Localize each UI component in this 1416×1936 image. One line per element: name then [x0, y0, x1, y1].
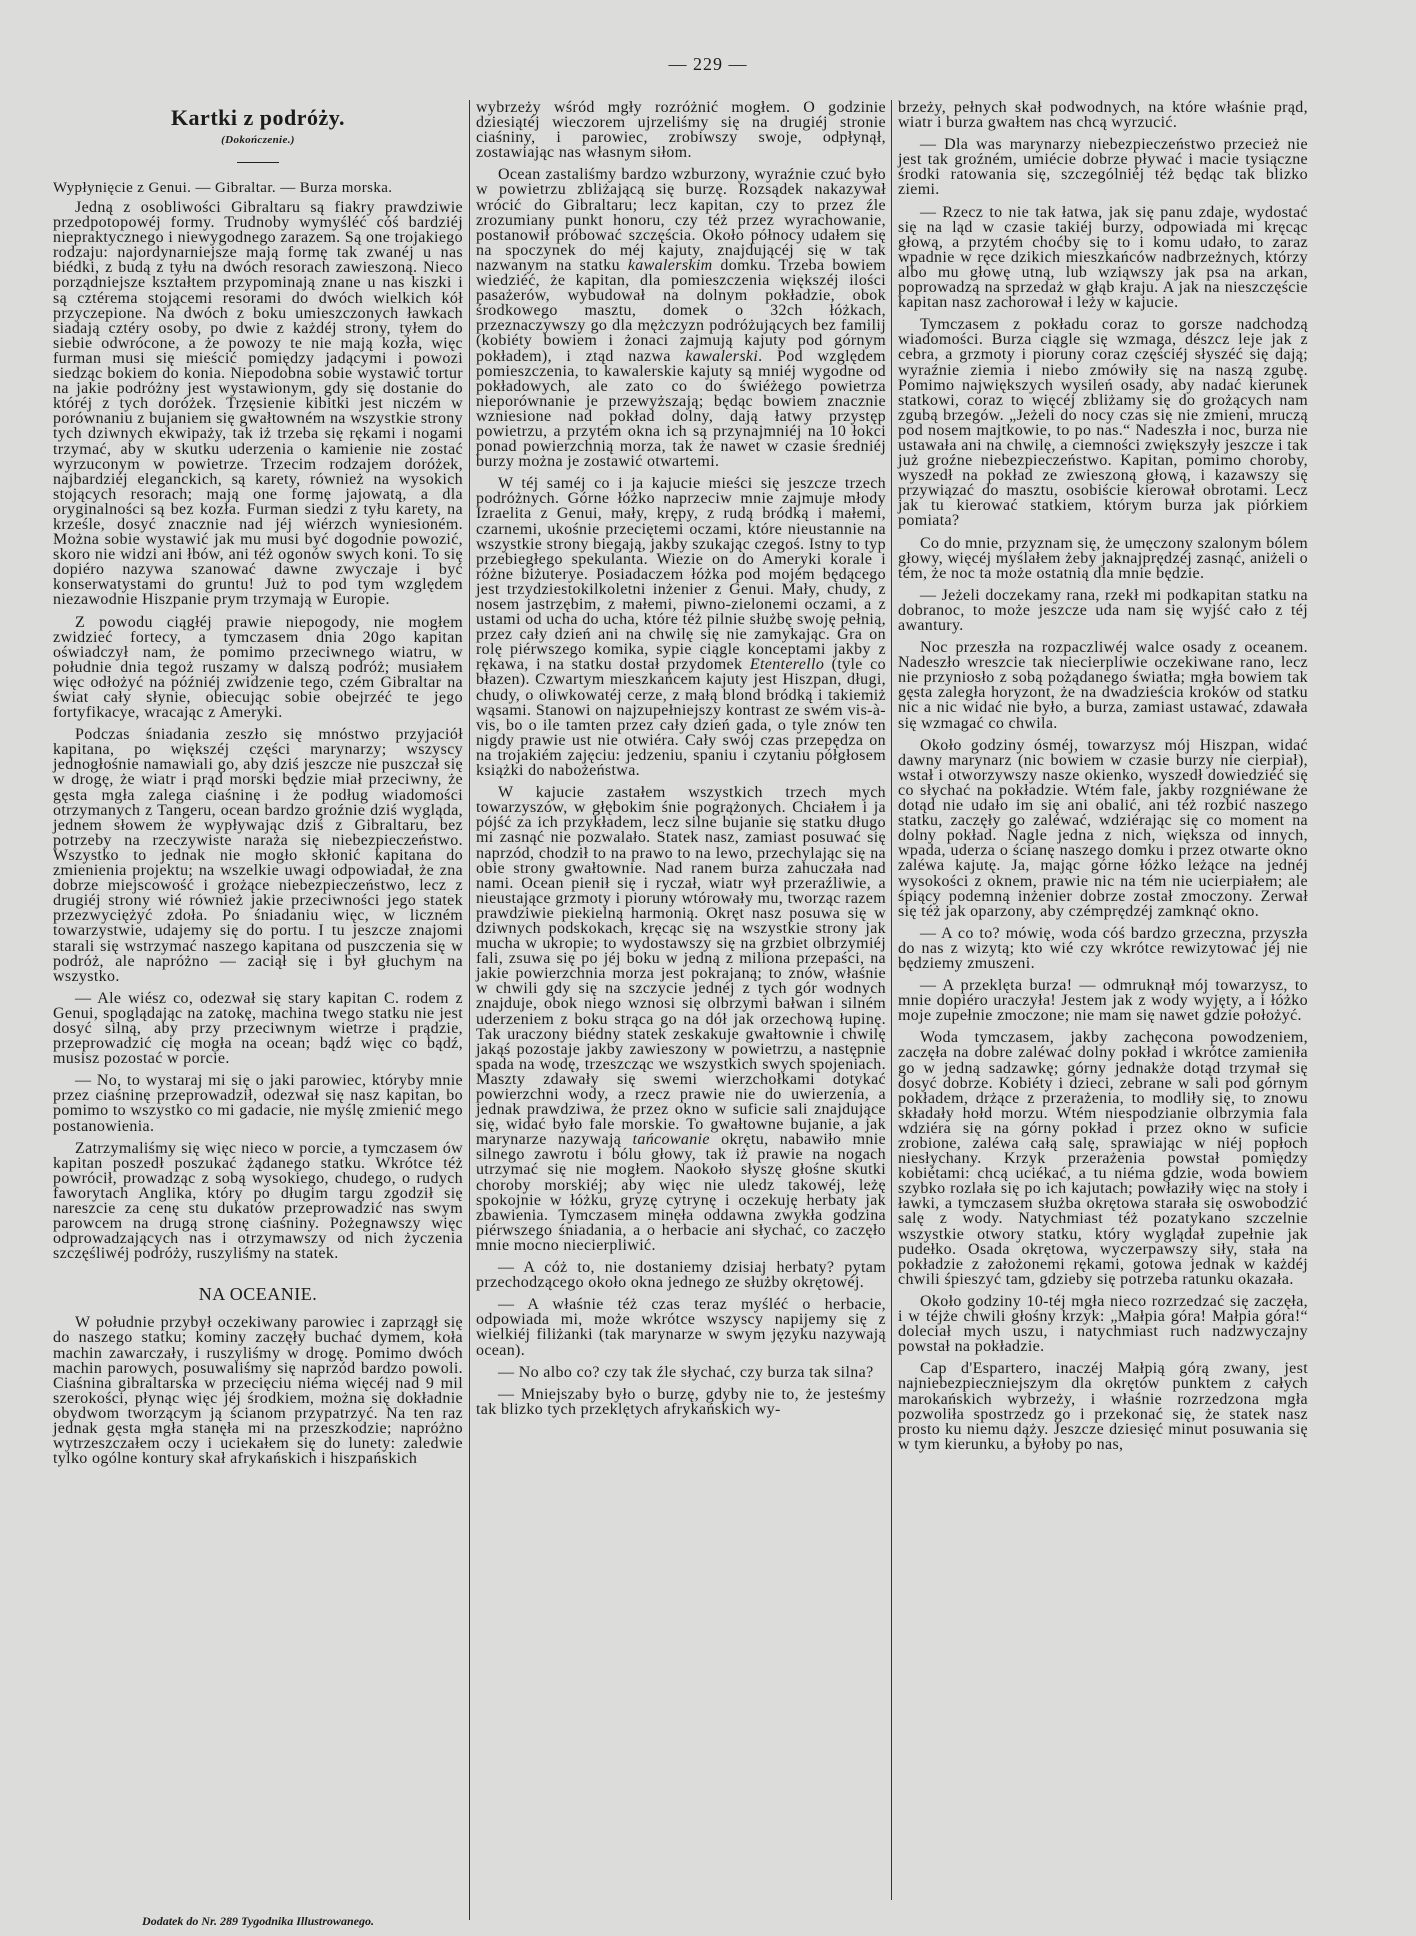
article-title: Kartki z podróży. [170, 105, 346, 130]
paragraph: Noc przeszła na rozpaczliwéj walce osady z oceanem. Nadeszło wreszcie tak niecierpliwie oczekiwane rano, lecz nie przyniosło z sobą pożądanego światła; mgła bowiem tak gęsta zaległa horyzont, że na dwadzieścia kroków od statku nic a nic widać nie było, a burza, zamiast ustawać, zdawała się wzmagać co chwila. [898, 639, 1308, 732]
column-3 [898, 100, 1308, 1459]
paragraph [476, 785, 886, 1253]
paragraph: — No albo co? czy tak źle słychać, czy burza tak silna? [498, 1363, 874, 1381]
paragraph: — A przeklęta burza! — odmruknął mój towarzysz, to mnie dopiéro uraczyła! Jestem jak z wody wyjęty, a i łóżko moje zupełnie zmoczone; nie mam się nawet gdzie położyć. [898, 977, 1308, 1025]
paragraph: — Ale wiész co, odezwał się stary kapitan C. rodem z Genui, spoglądając na zatokę, machina twego statku nie jest dosyć silną, aby przy przeciwnym wietrze i prądzie, przeprowadzić cię mogła na ocean; bądź więc co bądź, musisz pozostać w porcie. [53, 989, 463, 1068]
section-summary: Wypłynięcie z Genui. — Gibraltar. — Burza morska. [53, 180, 393, 196]
paragraph: Z powodu ciągłéj prawie niepogody, nie mogłem zwidzieć fortecy, a tymczasem dnia 20go kapitan oświadczył nam, że pomimo przeciwnego wiatru, w południe dnia tegoż ruszamy w dalszą podróż; musiałem więc odłożyć na późniéj zwidzenie tego, czém Gibraltar na świat cały słynie, obiecując sobie obejrzéć te jego fortyfikacye, wracając z Ameryki. [53, 613, 463, 722]
text-run: W téj saméj co i ja kajucie mieści się jeszcze trzech podróżnych. Górne łóżko naprzeciw mnie zajmuje młody Izraelita z Genui, mały, krępy, z rudą bródką i małemi, czarnemi, ukośnie przeciętemi oczami, które nieustannie na wszystkie strony biegają, jakby szukając czegoś. Istny to typ przebiegłego spekulanta. Wiezie on do Ameryki korale i różne biżuterye. Posiadaczem łóżka pod mojém będącego jest trzydziestokilkoletni inżenier z Genui. Mały, chudy, z nosem jastrzębim, z małemi, piwno-zielonemi oczami, a z ustami od ucha do ucha, które téż pilnie służbę swoję pełnią, przez cały dzień ani na chwilę się nie zamykając. Gra on rolę piérwszego komika, sypie ciągle konceptami jakby z rękawa, i na statku dostał przydomek [476, 475, 886, 674]
paragraph: — Dla was marynarzy niebezpieczeństwo przecież nie jest tak groźném, umiécie dobrze pływać i macie tysiączne środki ratowania się, szczególniéj téż będąc tak blizko ziemi. [898, 136, 1308, 199]
paragraph: — Rzecz to nie tak łatwa, jak się panu zdaje, wydostać się na ląd w czasie takiéj burzy, odpowiada mi kręcąc głową, a przytém choćby się to i komu udało, to zaraz wpadnie w ręce dzikich mieszkańców nadbrzeżnych, którzy albo mu głowę utną, lub wziąwszy jak psa na arkan, poprowadzą na sprzedaż w głąb kraju. A jak na nieszczęście kapitan nasz zachorował i leży w kajucie. [898, 203, 1308, 312]
paragraph: Około godziny 10-téj mgła nieco rozrzedzać się zaczęła, i w téjże chwili głośny krzyk: „Małpia góra! Małpia góra!“ doleciał mych uszu, i natychmiast ruch nadzwyczajny powstał na pokładzie. [898, 1292, 1308, 1356]
paragraph: Podczas śniadania zeszło się mnóstwo przyjaciół kapitana, po większéj części marynarzy; wszyscy jednogłośnie namawiali go, aby dziś jeszcze nie puszczał się w drogę, że wiatr i prąd morski będzie miał przeciwny, że gęsta mgła zalega ciaśninę i że podług wiadomości otrzymanych z Tangeru, ocean bardzo groźnie dziś wygląda, jednem słowem że wypływając dziś z Gibraltaru, bez potrzeby na rzeczywiste naraża się niebezpieczeństwo. Wszystko to jednak nie mogło skłonić kapitana do zmienienia projektu; na wszelkie uwagi odpowiadał, że zna dobrze miejscowość i grożące niebezpieczeństwo, lecz z drugiéj strony wié również jakie przeciwności jego statek przezwyciężyć zdoła. Po śniadaniu więc, w liczném towarzystwie, udajemy się do portu. I tu jeszcze znajomi starali się wstrzymać naszego kapitana od puszczenia się w podróż, ale napróżno — zaciął się i był głuchym na wszystko. [53, 726, 463, 985]
page-number: — 229 — [668, 54, 748, 74]
column-2 [476, 100, 886, 1424]
footer-note: Dodatek do Nr. 289 Tygodnika Illustrowanego. [142, 1914, 374, 1928]
paragraph: — Jeżeli doczekamy rana, rzekł mi podkapitan statku na dobranoc, to może jeszcze uda nam się wyjść cało z téj awantury. [898, 586, 1308, 634]
paragraph: Jedną z osobliwości Gibraltaru są fiakry prawdziwie przedpotopowéj formy. Trudnoby wymyśléć cóś bardziéj niepraktycznego i niewygodnego zarazem. Są one trojakiego rodzaju: najordynarniejsze mają formę tak zwanéj u nas biédki, z budą z tyłu na dwóch resorach zawieszoną. Nieco porządniejsze kształtem przypominają znane u nas kiszki i są cztérema stojącemi resorami do dwóch wielkich kół przyczepione. Na dwóch z boku umieszczonych ławkach siadają cztéry osoby, po dwie z każdéj strony, tyłem do siebie odwrócone, a że powozy te nie mają kozła, więc furman musi się mieścić pomiędzy jadącymi i powozi siedząc bokiem do konia. Niepodobna sobie wystawić tortur na jakie podróżny jest wystawionym, gdy się dostanie do któréj z tych doróżek. Trzęsienie kibitki jest niczém w porównaniu z bujaniem się gwałtowném na wszystkie strony tych dziwnych ekwipaży, tak iż trzeba się rękami i nogami trzymać, aby w skutku uderzenia o kamienie nie zostać wyrzuconym w powietrze. Trzecim rodzajem doróżek, najbardziéj eleganckich, są karety, również na wysokich stojących resorach; mają one formę jajowatą, a dla oryginalności są bez kozła. Furman siedzi z tyłu karety, na krześle, dosyć znacznie nad jéj wiérzch wyniesioném. Można sobie wystawić jak mu musi być dogodnie powozić, skoro nie widzi ani łbów, ani téż ogonów swych koni. To się dopiéro nazywa szanować dawne zwyczaje i być konserwatystami do gruntu! Już to pod tym względem niezawodnie Hiszpanie prym trzymają w Europie. [53, 199, 463, 609]
paragraph: Tymczasem z pokładu coraz to gorsze nadchodzą wiadomości. Burza ciągle się wzmaga, dészcz leje jak z cebra, a grzmoty i pioruny coraz częściéj słyszéć się dają; wyraźnie ziemia i niebo zmówiły się na naszą zgubę. Pomimo największych wysileń osady, aby nadać kierunek statkowi, coraz to więcéj zbliżamy się do grożących nam zgubą brzegów. „Jeżeli do nocy czas się nie zmieni, mruczą pod nosem majtkowie, to po nas.“ Nadeszła i noc, burza nie ustawała ani na chwilę, a ciemności zwiększyły jeszcze i tak już groźne niebezpieczeństwo. Kapitan, pomimo choroby, wyszedł na pokład ze zwieszoną głową, i kazawszy się przywiązać do masztu, osobiście kierował obrotami. Lecz jak tu kierować statkiem, którym burza jak piórkiem pomiata? [898, 316, 1308, 530]
italic-term: kawalerski [685, 347, 759, 365]
paragraph [476, 167, 886, 469]
paragraph: W południe przybył oczekiwany parowiec i zaprzągł się do naszego statku; kominy zaczęły buchać dymem, koła machin zawarczały, i ruszyliśmy w drogę. Pomimo dwóch machin parowych, posuwaliśmy się naprzód bardzo powoli. Ciaśnina gibraltarska w przecięciu niéma więcéj nad 9 mil szerokości, płynąc więc jéj środkiem, można się dokładnie obydwom tworzącym ją ścianom przypatrzyć. Na ten raz jednak gęsta mgła stanęła mi na przeszkodzie; napróżno wytrzeszczałem oczy i uciekałem się do lunety: zaledwie tylko ogólne kontury skał afrykańskich i hiszpańskich [53, 1314, 463, 1468]
column-divider [469, 100, 470, 1920]
paragraph: Woda tymczasem, jakby zachęcona powodzeniem, zaczęła na dobre zaléwać dolny pokład i wkrótce zamieniła go w jedną sadzawkę; górny jednakże dotąd trzymał się dosyć dobrze. Kobiéty i dzieci, zebrane w sali pod górnym pokładem, drżące z przerażenia, to modliły się, to znowu składały hołd morzu. Wtém niespodzianie olbrzymia fala wdziéra się na górny pokład i przez okno w suficie zrobione, zaléwa całą salę, sprawiając w niéj popłoch niesłychany. Krzyk przerażenia powstał pomiędzy kobiétami: chcą uciékać, a tu niéma gdzie, woda bowiem szybko rozlała się po ich kajutach; powłaziły więc na stoły i ławki, a tymczasem służba okrętowa starała się oswobodzić salę z wody. Natychmiast téż pozatykano szczelnie wszystkie otwory statku, który wyglądał zupełnie jak pudełko. Osada okrętowa, wyczerpawszy siły, stała na pokładzie z założonemi rękami, gotowa jednak w każdéj chwili śpieszyć tam, gdzieby się potrzeba ratunku okazała. [898, 1029, 1308, 1288]
paragraph: — A cóż to, nie dostaniemy dzisiaj herbaty? pytam przechodzącego około okna jednego ze służby okrętowéj. [476, 1259, 886, 1292]
paragraph-continued: brzeży, pełnych skał podwodnych, na które właśnie prąd, wiatr i burza gwałtem nas chcą wyrzucić. [898, 99, 1308, 132]
section-heading: NA OCEANIE. [198, 1284, 318, 1305]
text-run: Ocean zastaliśmy bardzo wzburzony, wyraźnie czuć było w powietrzu zbliżającą się burzę. Rozsądek nakazywał wrócić do Gibraltaru; lecz kapitan, czy to przez źle zrozumiany punkt honoru, czy téż przez wyrachowanie, postanowił próbować szczęścia. Około północy udałem się na spoczynek do méj kajuty, znajdującéj się w tak nazwanym na statku [476, 166, 886, 274]
column-1 [53, 104, 463, 1473]
italic-term: kawalerskim [627, 256, 713, 274]
italic-term: Etenterello [749, 656, 825, 674]
paragraph [476, 476, 886, 778]
article-subtitle: (Dokończenie.) [221, 134, 295, 146]
text-run: okrętu, nabawiło mnie silnego zawrotu i bólu głowy, tak iż prawie na nogach utrzymać się nie mogłem. Naokoło słyszę głośne skutki choroby morskiéj; aby więc nie uledz takowéj, leżę spokojnie w łóżku, gryzę cytrynę i oczekuję herbaty jak zbawienia. Tymczasem minęła oddawna zwykła godzina piérwszego śniadania, a o herbacie ani słychać, co zaczęło mnie mocno niecierpliwić. [476, 1131, 886, 1254]
paragraph: — A właśnie téż czas teraz myśléć o herbacie, odpowiada mi, może wkrótce wszyscy napijemy się z wielkiéj filiżanki (tak marynarze w swym języku nazywają ocean). [476, 1296, 886, 1359]
paragraph: — Mniejszaby było o burzę, gdyby nie to, że jesteśmy tak blizko tych przeklętych afrykańskich wy- [476, 1385, 886, 1418]
title-divider [237, 162, 279, 163]
text-run: domku. Trzeba bowiem wiedziéć, że kapitan, dla pomieszczenia większéj ilości pasażerów, wybudował na dolnym pokładzie, obok środkowego masztu, domek o 32ch łóżkach, przeznaczywszy go dla mężczyzn podróżujących bez familij (kobiéty bowiem i żonaci zajmują kajuty pod górnym pokładem), i ztąd nazwa [476, 256, 886, 365]
paragraph-continued: wybrzeży wśród mgły rozróżnić mogłem. O godzinie dziesiątéj wieczorem ujrzeliśmy się na drugiéj stronie ciaśniny, i parowiec, zrobiwszy swoje, odpłynął, zostawiając nas własnym siłom. [476, 99, 886, 162]
paragraph: Co do mnie, przyznam się, że umęczony szalonym bólem głowy, więcéj myślałem żeby jaknajprędzéj zasnąć, aniżeli o tém, że noc ta może ostatnią dla mnie będzie. [898, 534, 1308, 582]
text-run: (tyle co błazen). Czwartym mieszkańcem kajuty jest Hiszpan, długi, chudy, o oliwkowatéj cerze, z małą blond bródką i takiemiż wąsami. Stanowi on najzupełniejszy kontrast ze swém vis-à-vis, bo o ile tamten przez cały dzień gada, o tyle znów ten nigdy prawie ust nie otwiéra. Cały swój czas przepędza on na trojakiém zajęciu: jedzeniu, spaniu i czytaniu półgłosem książki do nabożeństwa. [476, 656, 886, 780]
paragraph: Około godziny ósméj, towarzysz mój Hiszpan, widać dawny marynarz (nic bowiem w czasie burzy nie cierpiał), wstał i otworzywszy nasze okienko, wyszedł dowiedziéć się co słychać na pokładzie. Wtém fale, jakby rozgniéwane że dotąd nie udało im się ani obalić, ani téż rozbić naszego statku, zaczęły go zaléwać, wdziérając się co moment na dolny pokład. Nagle jedna z nich, większa od innych, wpada, uderza o ścianę naszego domku i przez otwarte okno zaléwa kajutę. Ja, mając górne łóżko leżące na jednéj wysokości z oknem, prawie nic na tém nie ucierpiałem; ale śpiący podemną inżenier dobrze został zmoczony. Zerwał się téż jak oparzony, aby czémprędzéj zamknąć okno. [898, 736, 1308, 920]
paragraph: — No, to wystaraj mi się o jaki parowiec, któryby mnie przez ciaśninę przeprowadził, odezwał się nasz kapitan, bo pomimo to wszystko co mi gadacie, nie myślę zmienić mego postanowienia. [53, 1072, 463, 1135]
text-run: W kajucie zastałem wszystkich trzech mych towarzyszów, w głębokim śnie pogrążonych. Chciałem i ja pójść za ich przykładem, lecz silne bujanie się statku długo mi zasnąć nie pozwalało. Statek nasz, zamiast posuwać się naprzód, chodził to na prawo to na lewo, przechylając się na obie strony gwałtownie. Nad ranem burza zahuczała nad nami. Ocean pienił się i ryczał, wiatr wył przeraźliwie, a nieustające grzmoty i pioruny wtórowały mu, tworząc razem prawdziwie piekielną harmonią. Okręt nasz posuwa się w dziwnych podskokach, kręcąc się na wszystkie strony jak mucha w ukropie; to wydostawszy się na grzbiet olbrzymiéj fali, zsuwa się po jéj boku w jedną z miliona przepaści, na jakie powierzchnia morza jest pokrajaną; to znów, właśnie w chwili gdy się na szczycie jednéj z tych gór wodnych znajduje, obok niego wznosi się olbrzymi bałwan i silném uderzeniem z boku strąca go na dół jak orzechową łupinę. Tak uraczony biédny statek zeskakuje gwałtownie i chwilę jakąś pozostaje jakby zawieszony w powietrzu, a następnie spada na wodę, trzeszcząc we wszystkich swych spojeniach. Maszty zdawały się swemi wierzchołkami dotykać powierzchni wody, a rzecz prawie nie do uwierzenia, a jednak prawdziwa, że przez okno w suficie sali znajdujące się, widać było fale morskie. To gwałtowne bujanie, a jak marynarze nazywają [476, 784, 886, 1149]
paragraph: Cap d'Espartero, inaczéj Małpią górą zwany, jest najniebezpieczniejszym dla okrętów punktem z całych marokańskich wybrzeży, i właśnie rozrzedzona mgła pozwoliła spostrzedz go i przekonać się, że statek nasz prosto ku niemu dąży. Jeszcze dziesięć minut posuwania się w tym kierunku, a byłoby po nas, [898, 1360, 1308, 1453]
paragraph: Zatrzymaliśmy się więc nieco w porcie, a tymczasem ów kapitan poszedł poszukać żądanego statku. Wkrótce téż powrócił, prowadząc z sobą wysokiego, chudego, o rudych faworytach Anglika, który po długim targu zgodził się nareszcie za cenę stu dukatów przeprowadzić nas swym parowcem na drugą stronę ciaśniny. Pożegnawszy więc odprowadzających nas i otrzymawszy od nich życzenia szczęśliwéj podróży, ruszyliśmy na statek. [53, 1139, 463, 1263]
column-divider [891, 100, 892, 1900]
italic-term: tańcowanie [632, 1131, 710, 1149]
paragraph: — A co to? mówię, woda cóś bardzo grzeczna, przyszła do nas z wizytą; kto wié czy wkrótce rewizytować jéj nie będziemy zmuszeni. [898, 924, 1308, 972]
text-run: . Pod względem pomieszczenia, to kawalerskie kajuty są mniéj wygodne od pokładowych, ale zato co do świéżego powietrza nieporównanie je przewyższają; będąc bowiem znacznie wzniesione nad pokład dolny, dają łatwy przystęp powietrzu, a przytém okna ich są przynajmniéj na 10 łokci ponad powierzchnią morza, tak że nawet w czasie średniéj burzy można je zostawić otwartemi. [476, 347, 886, 471]
